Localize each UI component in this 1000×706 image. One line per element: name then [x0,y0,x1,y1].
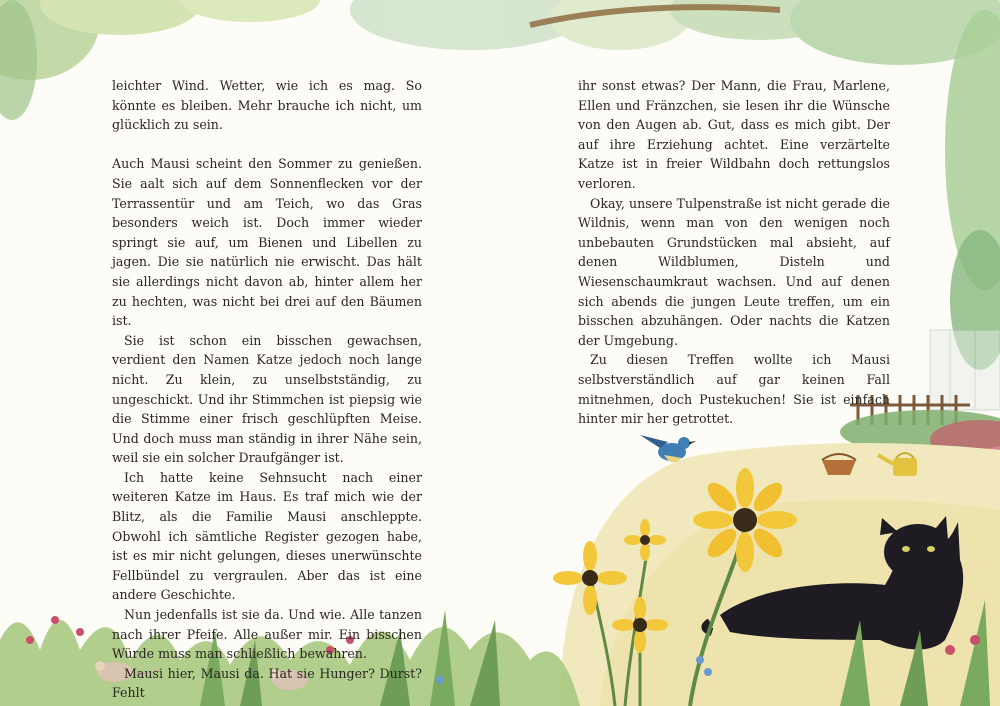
paragraph: leichter Wind. Wetter, wie ich es mag. So könnte es bleiben. Mehr brauche ich nicht, um glücklich zu sein. [112,78,422,133]
right-page [578,76,890,429]
paragraph: Okay, unsere Tulpenstraße ist nicht gerade die Wildnis, wenn man von den wenigen noch unbebauten Grundstücken mal absieht, auf denen Wildblumen, Disteln und Wiesenschaumkraut wachsen. Und auf denen sich abends die jungen Leute treffen, um ein bisschen abzuhängen. Oder nachts die Katzen der Umgebung. [578,195,890,348]
paragraph: Ich hatte keine Sehnsucht nach einer weiteren Katze im Haus. Es traf mich wie der Blitz, als die Familie Mausi anschleppte. Obwohl ich sämtliche Register gezogen habe, ist es mir nicht gelungen, dieses unerwünschte Fellbündel zu vergraulen. Aber das ist eine andere Geschichte. [112,469,422,603]
paragraph: Auch Mausi scheint den Sommer zu genießen. Sie aalt sich auf dem Sonnenflecken vor der Terrassentür und am Teich, wo das Gras besonders weich ist. Doch immer wieder springt sie auf, um Bienen und Libellen zu jagen. Die sie natürlich nie erwischt. Das hält sie allerdings nicht davon ab, hinter allem her zu hechten, was nicht bei drei auf den Bäumen ist. [112,156,422,329]
top-foliage [0,0,1000,80]
left-page [112,76,422,703]
paragraph: Nun jedenfalls ist sie da. Und wie. Alle tanzen nach ihrer Pfeife. Alle außer mir. Ein bisschen Würde muss man schließlich bewahren. [112,607,422,662]
paragraph: Zu diesen Treffen wollte ich Mausi selbstverständlich auf gar keinen Fall mitnehmen, doch Pustekuchen! Sie ist einfach hinter mir her getrottet. [578,352,890,427]
paragraph: ihr sonst etwas? Der Mann, die Frau, Marlene, Ellen und Fränzchen, sie lesen ihr die Wünsche von den Augen ab. Gut, dass es mich gibt. Der auf ihre Erziehung achtet. Eine verzärtelte Katze ist in freier Wildbahn doch rettungslos verloren. [578,78,890,191]
paragraph: Sie ist schon ein bisschen gewachsen, verdient den Namen Katze jedoch noch lange nicht. Zu klein, zu unselbstständig, zu ungeschickt. Und ihr Stimmchen ist piepsig wie die Stimme einer frisch geschlüpften Meise. Und doch muss man ständig in ihrer Nähe sein, weil sie ein solcher Draufgänger ist. [112,332,422,466]
paragraph: Mausi hier, Mausi da. Hat sie Hunger? Durst? Fehlt [112,665,422,701]
